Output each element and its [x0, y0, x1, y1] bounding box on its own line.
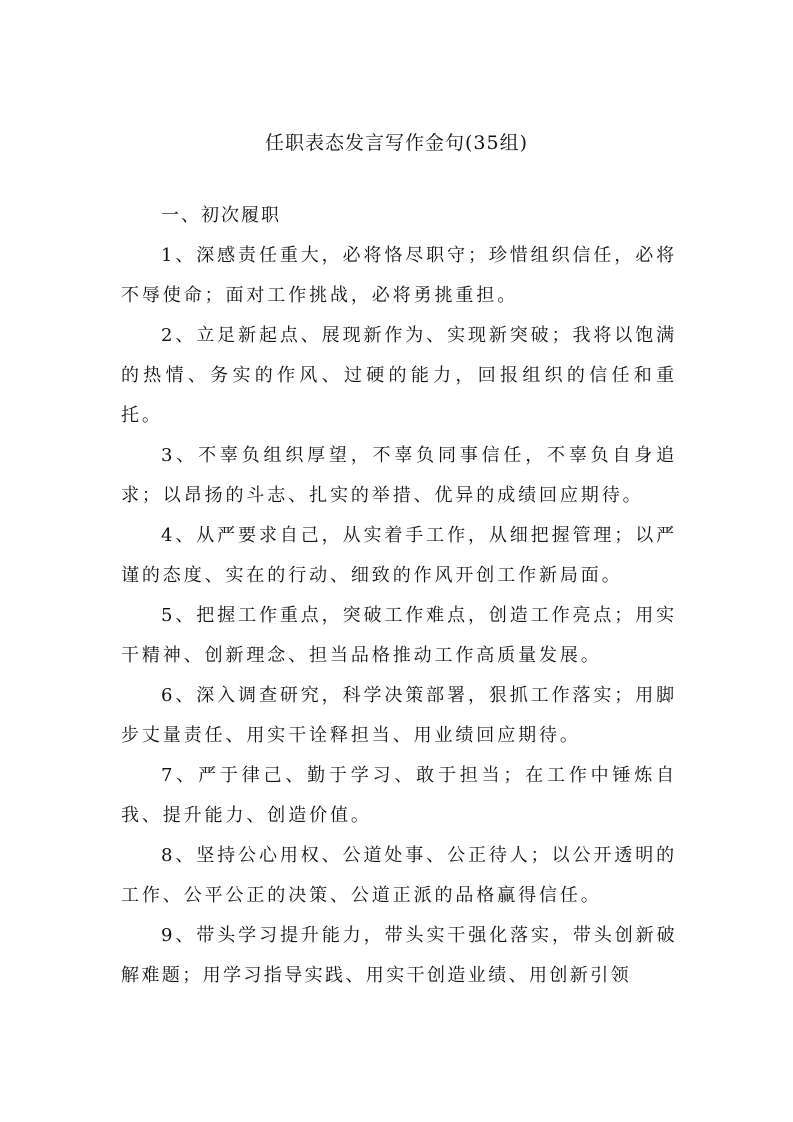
paragraph-1: 1、深感责任重大，必将恪尽职守；珍惜组织信任，必将不辱使命；面对工作挑战，必将勇挑重担。 [121, 245, 677, 306]
document-body [121, 196, 677, 996]
paragraph-4: 4、从严要求自己，从实着手工作，从细把握管理；以严谨的态度、实在的行动、细致的作风开创工作新局面。 [121, 525, 677, 586]
section-heading: 一、初次履职 [161, 205, 281, 226]
paragraph-8: 8、坚持公心用权、公道处事、公正待人；以公开透明的工作、公平公正的决策、公道正派的品格赢得信任。 [121, 845, 677, 906]
paragraph-3: 3、不辜负组织厚望，不辜负同事信任，不辜负自身追求；以昂扬的斗志、扎实的举措、优异的成绩回应期待。 [121, 445, 677, 506]
paragraph-5: 5、把握工作重点，突破工作难点，创造工作亮点；用实干精神、创新理念、担当品格推动工作高质量发展。 [121, 605, 677, 666]
paragraph-9: 9、带头学习提升能力，带头实干强化落实，带头创新破解难题；用学习指导实践、用实干创造业绩、用创新引领 [121, 925, 677, 986]
document-title: 任职表态发言写作金句(35组) [264, 132, 528, 154]
paragraph-6: 6、深入调查研究，科学决策部署，狠抓工作落实；用脚步丈量责任、用实干诠释担当、用业绩回应期待。 [121, 685, 677, 746]
paragraph-7: 7、严于律己、勤于学习、敢于担当；在工作中锤炼自我、提升能力、创造价值。 [121, 765, 677, 826]
paragraph-2: 2、立足新起点、展现新作为、实现新突破；我将以饱满的热情、务实的作风、过硬的能力，回报组织的信任和重托。 [121, 325, 677, 426]
